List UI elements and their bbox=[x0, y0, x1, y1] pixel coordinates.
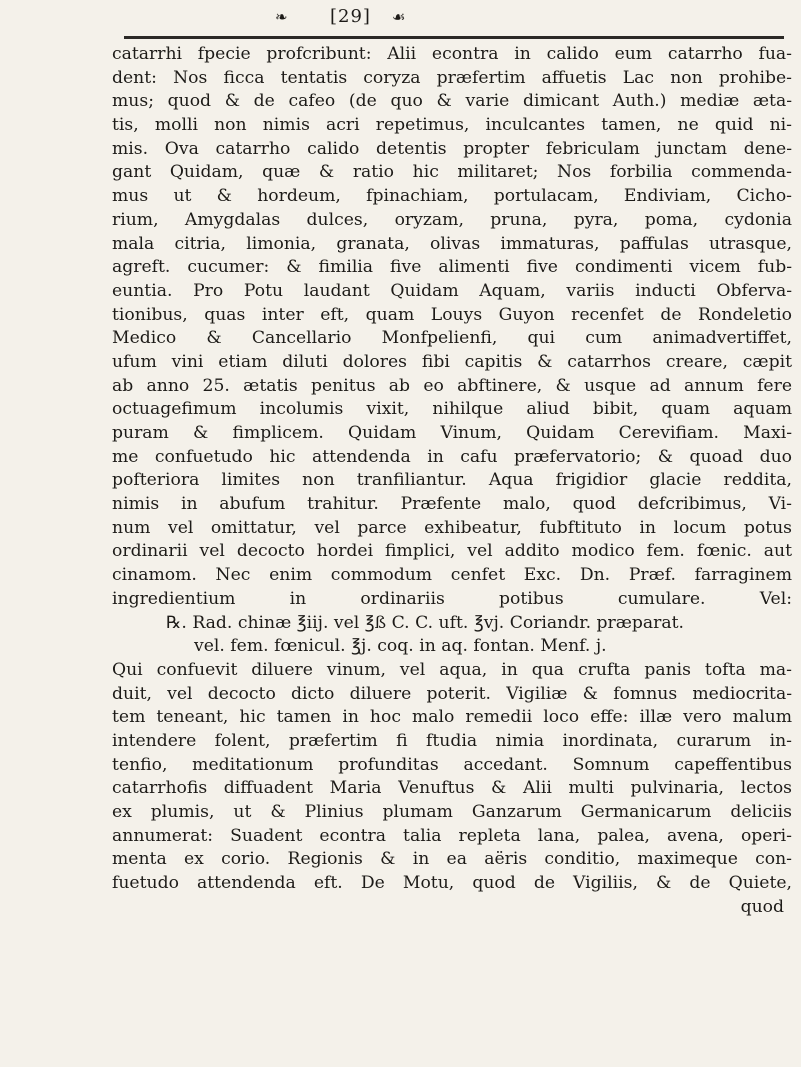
text-line: intendere folent, præfertim fi ftudia nimia inordinata, curarum in- bbox=[112, 730, 792, 751]
ornament-right-icon: ☙ bbox=[392, 8, 406, 26]
recipe-line: ℞. Rad. chinæ ℥iij. vel ℥ß C. C. uft. ℥vj. Coriandr. præparat. bbox=[166, 612, 684, 633]
header-rule bbox=[124, 36, 784, 39]
text-line: Medico & Cancellario Monfpelienfi, qui cum animadvertiffet, bbox=[112, 328, 792, 349]
text-line: ab anno 25. ætatis penitus ab eo abftinere, & usque ad annum fere bbox=[112, 375, 792, 396]
text-line: dent: Nos ficca tentatis coryza præfertim affuetis Lac non prohibe- bbox=[112, 67, 792, 88]
catchword: quod bbox=[740, 896, 784, 917]
text-line: annumerat: Suadent econtra talia repleta lana, palea, avena, operi- bbox=[112, 825, 792, 846]
text-line: catarrhi fpecie profcribunt: Alii econtra in calido eum catarrho fua- bbox=[112, 44, 792, 64]
text-line: tem teneant, hic tamen in hoc malo remedii loco effe: illæ vero malum bbox=[112, 707, 792, 728]
text-line: ingredientium in ordinariis potibus cumulare. Vel: bbox=[112, 588, 792, 609]
ornament-left-icon: ❧ bbox=[275, 8, 288, 26]
text-line: nimis in abufum trahitur. Præfente malo, quod defcribimus, Vi- bbox=[112, 494, 792, 515]
text-line: ordinarii vel decocto hordei fimplici, vel addito modico fem. fœnic. aut bbox=[112, 541, 792, 562]
text-line: catarrhofis diffuadent Maria Venuftus & Alii multi pulvinaria, lectos bbox=[112, 778, 792, 799]
text-line: me confuetudo hic attendenda in cafu præfervatorio; & quoad duo bbox=[112, 446, 792, 467]
text-line: tionibus, quas inter eft, quam Louys Guyon recenfet de Rondeletio bbox=[112, 304, 792, 325]
recipe-line: vel. fem. fœnicul. ℥j. coq. in aq. fontan. Menf. j. bbox=[194, 636, 607, 657]
text-line: mala citria, limonia, granata, olivas immaturas, paffulas utrasque, bbox=[112, 233, 792, 254]
text-line: mus ut & hordeum, fpinachiam, portulacam, Endiviam, Cicho- bbox=[112, 186, 792, 207]
text-line: menta ex corio. Regionis & in ea aëris conditio, maximeque con- bbox=[112, 849, 792, 870]
text-line: num vel omittatur, vel parce exhibeatur, fubftituto in locum potus bbox=[112, 517, 792, 538]
text-line: ufum vini etiam diluti dolores fibi capitis & catarrhos creare, cæpit bbox=[112, 351, 792, 372]
text-line: gant Quidam, quæ & ratio hic militaret; Nos forbilia commenda- bbox=[112, 162, 792, 183]
text-line: octuagefimum incolumis vixit, nihilque aliud bibit, quam aquam bbox=[112, 399, 792, 420]
text-line: tenfio, meditationum profunditas accedant. Somnum capeffentibus bbox=[112, 754, 792, 775]
text-line: cinamom. Nec enim commodum cenfet Exc. Dn. Præf. farraginem bbox=[112, 565, 792, 586]
text-line: duit, vel decocto dicto diluere poterit. Vigiliæ & fomnus mediocrita- bbox=[112, 683, 792, 704]
text-line: rium, Amygdalas dulces, oryzam, pruna, pyra, poma, cydonia bbox=[112, 209, 792, 230]
text-line: fuetudo attendenda eft. De Motu, quod de Vigiliis, & de Quiete, bbox=[112, 873, 792, 894]
page-number: [29] bbox=[330, 6, 371, 27]
text-line: Qui confuevit diluere vinum, vel aqua, in qua crufta panis tofta ma- bbox=[112, 659, 792, 680]
text-line: tis, molli non nimis acri repetimus, inculcantes tamen, ne quid ni- bbox=[112, 115, 792, 136]
text-line: mis. Ova catarrho calido detentis propter febriculam junctam dene- bbox=[112, 138, 792, 159]
body-text bbox=[112, 43, 792, 919]
text-line: pofteriora limites non tranfiliantur. Aqua frigidior glacie reddita, bbox=[112, 470, 792, 491]
text-line: puram & fimplicem. Quidam Vinum, Quidam Cerevifiam. Maxi- bbox=[112, 423, 792, 443]
text-line: agreft. cucumer: & fimilia five alimenti five condimenti vicem fub- bbox=[112, 257, 792, 278]
text-line: euntia. Pro Potu laudant Quidam Aquam, variis inducti Obferva- bbox=[112, 280, 792, 301]
page-header bbox=[0, 4, 801, 34]
text-line: ex plumis, ut & Plinius plumam Ganzarum Germanicarum deliciis bbox=[112, 802, 792, 822]
text-line: mus; quod & de cafeo (de quo & varie dimicant Auth.) mediæ æta- bbox=[112, 91, 792, 112]
